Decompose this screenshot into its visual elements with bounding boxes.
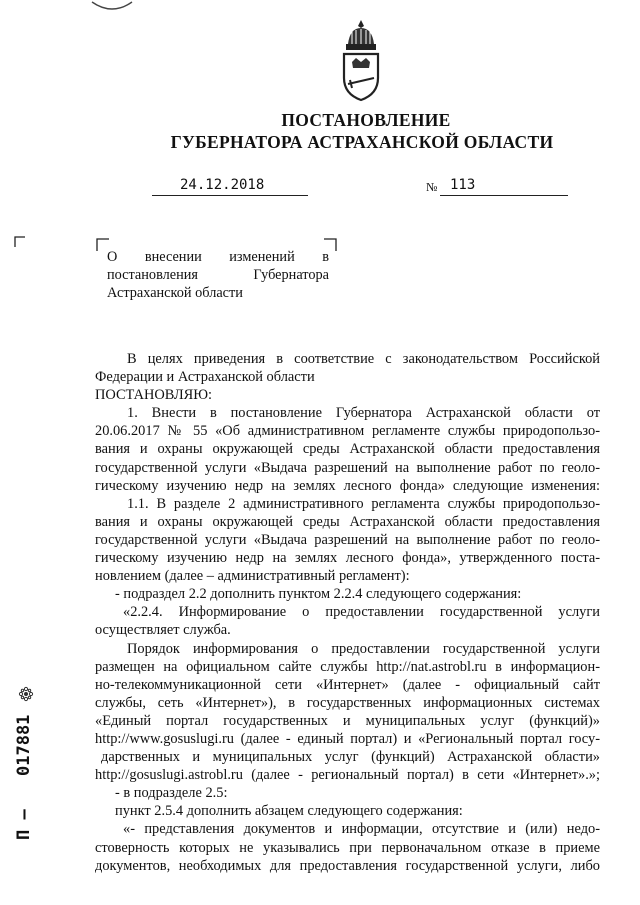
body-line: «- представления документов и информации, отсутствие и (или) недо- xyxy=(123,821,600,838)
body-line: 1. Внести в постановление Губернатора Астраханской области от xyxy=(127,405,600,422)
body-line: вания и охраны окружающей среды Астраханской области предоставления xyxy=(95,513,600,530)
body-line: вания и охраны окружающей среды Астраханской области предоставления xyxy=(95,441,600,458)
number-label: № xyxy=(426,180,438,194)
body-line: Федерации и Астраханской области xyxy=(95,369,315,386)
body-line: новлением (далее – административный регламент): xyxy=(95,568,410,585)
body-line: 20.06.2017 № 55 «Об административном регламенте службы природопользо- xyxy=(95,423,600,440)
serial-number: 017881 xyxy=(14,714,34,776)
page-edge-artifact xyxy=(90,0,134,14)
number-underline xyxy=(440,195,568,196)
body-line: стоверность которых не указывались при первоначальном отказе в приеме xyxy=(95,839,600,856)
body-line: http://www.gosuslugi.ru (далее - единый портал) и «Региональный портал госу- xyxy=(95,730,600,747)
body-line: «Единый портал государственных и муниципальных услуг (функций)» xyxy=(95,712,600,729)
body-line: - подраздел 2.2 дополнить пунктом 2.2.4 следующего содержания: xyxy=(115,586,522,603)
body-line: Порядок информирования о предоставлении государственной услуги xyxy=(127,640,600,657)
ornament-icon xyxy=(18,686,34,702)
body-line: службы, сеть «Интернет»), в государственных информационных системах xyxy=(95,694,600,711)
body-line: гическому изучению недр на землях лесного фонда», утвержденного поста- xyxy=(95,550,600,567)
body-line: ПОСТАНОВЛЯЮ: xyxy=(95,387,213,404)
issuer-title: ГУБЕРНАТОРА АСТРАХАНСКОЙ ОБЛАСТИ xyxy=(170,132,554,152)
body-line: размещен на официальном сайте службы http://nat.astrobl.ru в информацион- xyxy=(95,658,600,675)
body-line: http://gosuslugi.astrobl.ru (далее - региональный портал) в сети «Интернет».»; xyxy=(95,767,600,784)
document-subject: О внесении изменений в постановления Губернатора Астраханской области xyxy=(107,249,329,301)
document-date: 24.12.2018 xyxy=(180,177,265,193)
body-line: осуществляет служба. xyxy=(95,622,231,639)
body-line: государственной услуги «Выдача разрешений на выполнение работ по геоло- xyxy=(95,531,600,548)
body-line: - в подразделе 2.5: xyxy=(115,785,228,802)
coat-of-arms-emblem-icon xyxy=(334,18,388,102)
document-body xyxy=(95,350,600,875)
body-line: «2.2.4. Информирование о предоставлении государственной услуги xyxy=(123,604,600,621)
body-line: В целях приведения в соответствие с законодательством Российской xyxy=(127,351,600,367)
body-line: гическому изучению недр на землях лесного фонда» следующие изменения: xyxy=(95,477,600,494)
document-type-title: ПОСТАНОВЛЕНИЕ xyxy=(281,110,451,130)
left-corner-mark xyxy=(14,236,26,248)
date-underline xyxy=(152,195,308,196)
serial-number-margin xyxy=(8,690,48,840)
serial-prefix: П – xyxy=(14,809,34,840)
body-line: пункт 2.5.4 дополнить абзацем следующего содержания: xyxy=(115,803,463,820)
body-line: 1.1. В разделе 2 административного регламента службы природопользо- xyxy=(127,495,600,512)
body-line: документов, необходимых для предоставления государственной услуги, либо xyxy=(95,857,600,874)
body-line: но-телекоммуникационной сети «Интернет» (далее - официальный сайт xyxy=(95,676,600,693)
document-number: 113 xyxy=(450,177,476,193)
body-line: государственной услуги «Выдача разрешений на выполнение работ по геоло- xyxy=(95,459,600,476)
body-line: дарственных и муниципальных услуг (функций) Астраханской области» xyxy=(101,749,600,766)
